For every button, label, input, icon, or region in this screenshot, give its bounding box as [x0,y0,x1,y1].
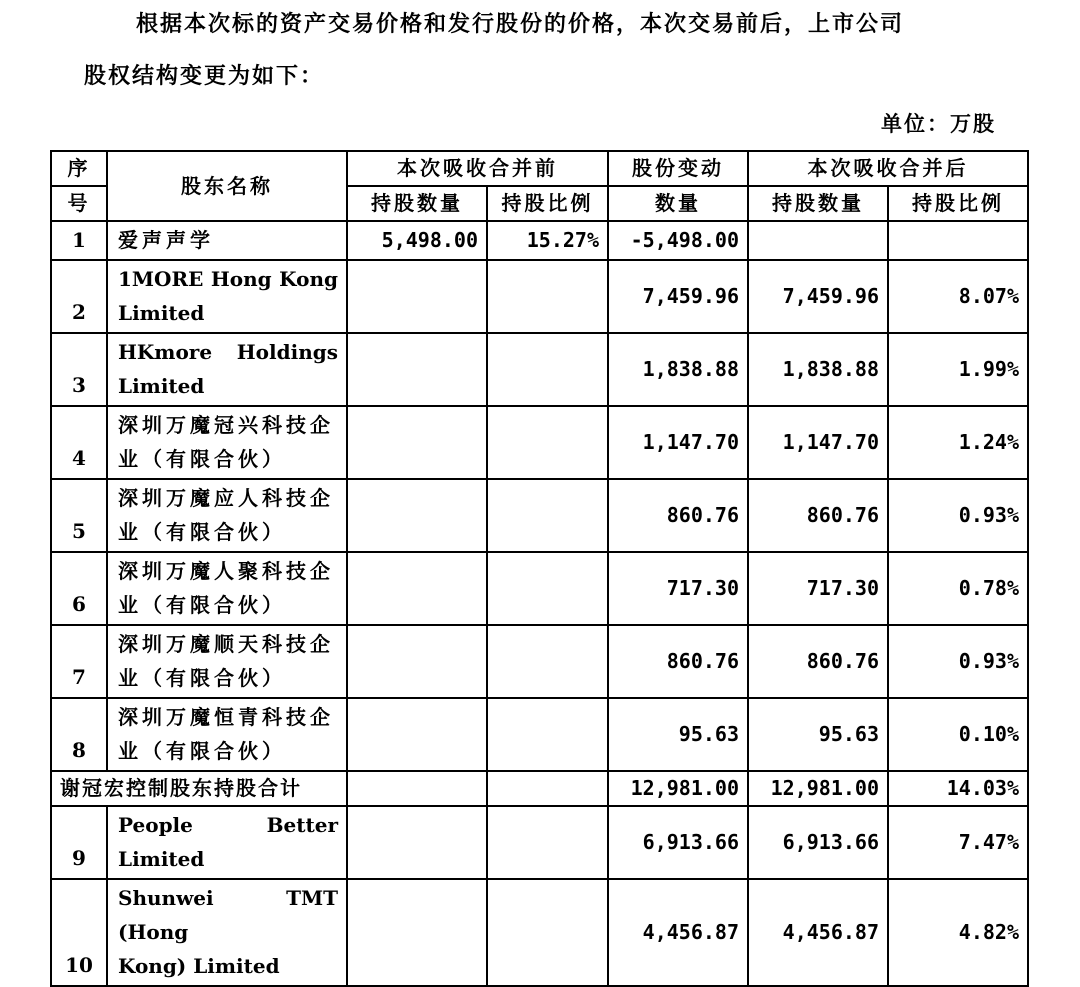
row-change: 95.63 [608,698,748,771]
row-before-ratio [487,879,608,986]
row-name-line-1: 深圳万魔冠兴科技企 [118,413,334,437]
row-name-line-1: HKmore Holdings [118,340,338,364]
row-no: 7 [51,625,107,698]
row-before-ratio [487,260,608,333]
row-name [107,698,347,771]
row-no: 4 [51,406,107,479]
row-no: 6 [51,552,107,625]
row-change: 860.76 [608,625,748,698]
row-name-line-2: Limited [118,301,205,325]
row-name [107,260,347,333]
row-after-ratio: 0.93% [888,625,1028,698]
row-after-shares: 6,913.66 [748,806,888,879]
row-before-shares [347,260,487,333]
row-before-shares [347,625,487,698]
row-before-shares [347,879,487,986]
table-row [51,806,1028,879]
row-name [107,479,347,552]
intro-line-2: 股权结构变更为如下： [84,63,325,89]
row-name-line-2: Kong) Limited [118,954,280,978]
row-name-line-1: 深圳万魔应人科技企 [118,486,334,510]
row-before-shares [347,552,487,625]
row-name-line-2: 业（有限合伙） [118,520,286,544]
row-after-ratio: 0.78% [888,552,1028,625]
row-after-ratio: 8.07% [888,260,1028,333]
row-after-ratio: 1.99% [888,333,1028,406]
row-before-shares [347,333,487,406]
row-no: 3 [51,333,107,406]
header-row-1 [51,151,1028,186]
row-before-ratio [487,698,608,771]
row-change: 1,838.88 [608,333,748,406]
row-name-line-2: 业（有限合伙） [118,447,286,471]
row-before-ratio [487,806,608,879]
row-name-line-2: 业（有限合伙） [118,666,286,690]
subtotal-change: 12,981.00 [608,771,748,806]
subtotal-label: 谢冠宏控制股东持股合计 [51,771,347,806]
shareholding-table [50,150,1029,987]
row-before-shares [347,698,487,771]
row-after-ratio: 4.82% [888,879,1028,986]
row-name: 爱声声学 [107,221,347,260]
row-name-line-2: 业（有限合伙） [118,593,286,617]
table-row [51,698,1028,771]
row-change: -5,498.00 [608,221,748,260]
row-before-shares [347,479,487,552]
row-name [107,333,347,406]
header-after: 本次吸收合并后 [748,151,1028,186]
table-row [51,221,1028,260]
row-before-shares [347,806,487,879]
row-before-ratio [487,552,608,625]
row-after-shares: 1,838.88 [748,333,888,406]
header-change-1: 股份变动 [608,151,748,186]
row-no: 5 [51,479,107,552]
row-name [107,625,347,698]
row-name-line-1: 深圳万魔顺天科技企 [118,632,334,656]
row-after-shares: 7,459.96 [748,260,888,333]
unit-label: 单位：万股 [881,111,996,136]
header-before: 本次吸收合并前 [347,151,608,186]
row-before-shares: 5,498.00 [347,221,487,260]
table-row [51,260,1028,333]
row-name-line-2: 业（有限合伙） [118,739,286,763]
row-before-ratio [487,625,608,698]
row-after-shares [748,221,888,260]
header-before-shares: 持股数量 [347,186,487,221]
row-after-shares: 4,456.87 [748,879,888,986]
row-change: 6,913.66 [608,806,748,879]
row-before-ratio [487,406,608,479]
table-row [51,879,1028,986]
row-name [107,879,347,986]
header-before-ratio: 持股比例 [487,186,608,221]
row-after-shares: 95.63 [748,698,888,771]
header-seq-1: 序 [51,151,107,186]
row-name [107,406,347,479]
row-name-line-1: Shunwei TMT (Hong [118,886,338,944]
row-change: 4,456.87 [608,879,748,986]
table-row [51,479,1028,552]
row-after-ratio: 0.93% [888,479,1028,552]
row-after-ratio: 7.47% [888,806,1028,879]
row-no: 10 [51,879,107,986]
row-name [107,806,347,879]
row-before-ratio [487,479,608,552]
header-change-2: 数量 [608,186,748,221]
row-name-line-1: 深圳万魔恒青科技企 [118,705,334,729]
row-no: 8 [51,698,107,771]
row-after-shares: 717.30 [748,552,888,625]
row-after-ratio [888,221,1028,260]
row-change: 7,459.96 [608,260,748,333]
row-after-ratio: 1.24% [888,406,1028,479]
header-name: 股东名称 [107,151,347,221]
row-name-line-1: 1MORE Hong Kong [118,267,338,291]
subtotal-before-ratio [487,771,608,806]
subtotal-row [51,771,1028,806]
row-no: 9 [51,806,107,879]
row-no: 2 [51,260,107,333]
row-change: 860.76 [608,479,748,552]
table-row [51,406,1028,479]
table-row [51,552,1028,625]
row-name-line-1: People Better [118,813,338,837]
row-after-shares: 1,147.70 [748,406,888,479]
header-after-ratio: 持股比例 [888,186,1028,221]
row-change: 717.30 [608,552,748,625]
subtotal-before-shares [347,771,487,806]
intro-line-1: 根据本次标的资产交易价格和发行股份的价格，本次交易前后，上市公司 [136,11,905,37]
table-row [51,625,1028,698]
table-row [51,333,1028,406]
row-after-ratio: 0.10% [888,698,1028,771]
row-name-line-2: Limited [118,374,205,398]
row-after-shares: 860.76 [748,625,888,698]
subtotal-after-shares: 12,981.00 [748,771,888,806]
header-seq-2: 号 [51,186,107,221]
row-change: 1,147.70 [608,406,748,479]
row-name-line-2: Limited [118,847,205,871]
subtotal-after-ratio: 14.03% [888,771,1028,806]
row-name-line-1: 深圳万魔人聚科技企 [118,559,334,583]
row-name [107,552,347,625]
row-before-shares [347,406,487,479]
row-before-ratio: 15.27% [487,221,608,260]
header-after-shares: 持股数量 [748,186,888,221]
row-before-ratio [487,333,608,406]
row-no: 1 [51,221,107,260]
row-after-shares: 860.76 [748,479,888,552]
